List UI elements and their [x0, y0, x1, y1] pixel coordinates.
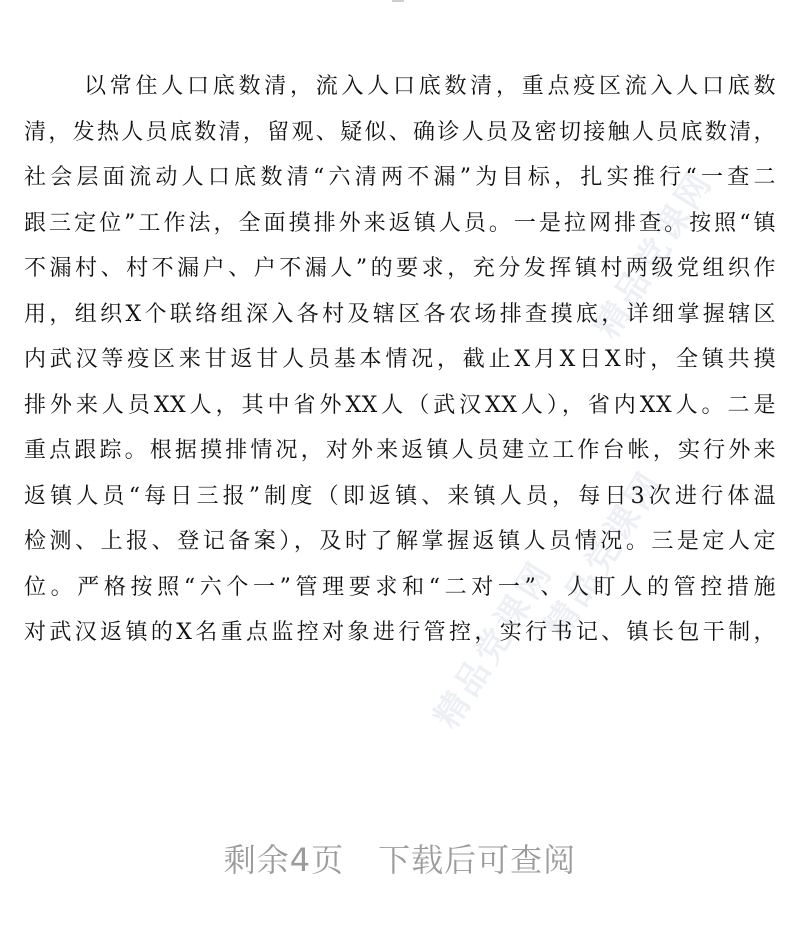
text-line: 检测、上报、登记备案），及时了解掌握返镇人员情况。三是定人定	[24, 529, 776, 554]
text-line: 社会层面流动人口底数清“六清两不漏”为目标，扎实推行“一查二	[24, 165, 776, 190]
text-line: 跟三定位”工作法，全面摸排外来返镇人员。一是拉网排查。按照“镇	[24, 210, 776, 236]
top-edge-mark	[392, 0, 404, 2]
watermark-text: 精品党课网	[536, 463, 672, 646]
text-line: 用，组织X个联络组深入各村及辖区各农场排查摸底，详细掌握辖区	[24, 301, 776, 327]
watermark-text: 精品党课网	[586, 163, 722, 346]
text-line: 对武汉返镇的X名重点监控对象进行管控，实行书记、镇长包干制，	[24, 620, 776, 645]
text-line: 重点跟踪。根据摸排情况，对外来返镇人员建立工作台帐，实行外来	[24, 438, 776, 463]
watermark-text: 精品党课网	[426, 553, 562, 736]
text-line: 以常住人口底数清，流入人口底数清，重点疫区流入人口底数	[84, 74, 776, 99]
text-line: 不漏村、村不漏户、户不漏人”的要求，充分发挥镇村两级党组织作	[24, 256, 776, 281]
text-line: 内武汉等疫区来甘返甘人员基本情况，截止X月X日X时，全镇共摸	[24, 347, 776, 372]
text-line: 返镇人员“每日三报”制度（即返镇、来镇人员，每日3次进行体温	[24, 483, 776, 509]
text-line: 清，发热人员底数清，留观、疑似、确诊人员及密切接触人员底数清，	[24, 119, 776, 145]
download-prompt[interactable]	[0, 835, 800, 881]
body-paragraph	[24, 64, 776, 656]
remaining-pages-label[interactable]: 剩余4页	[223, 841, 345, 879]
text-line: 位。严格按照“六个一”管理要求和“二对一”、人盯人的管控措施	[24, 574, 776, 600]
text-line: 排外来人员XX人，其中省外XX人（武汉XX人），省内XX人。二是	[24, 392, 776, 418]
download-to-view-label[interactable]: 下载后可查阅	[378, 841, 577, 879]
